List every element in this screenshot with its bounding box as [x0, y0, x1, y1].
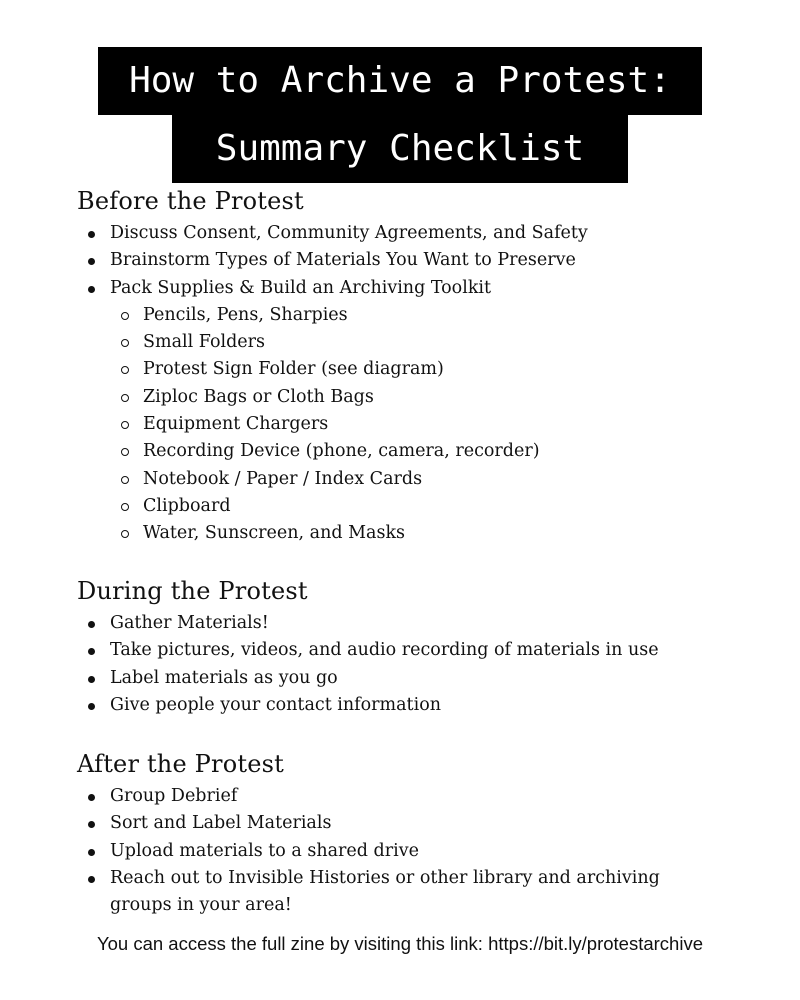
list-item-text: Give people your contact information — [110, 694, 441, 715]
bullet-icon — [88, 849, 95, 856]
after-list — [77, 783, 777, 919]
page-title-line-2: Summary Checklist — [172, 115, 628, 183]
hollow-bullet-icon — [121, 503, 129, 511]
list-item — [77, 783, 777, 810]
hollow-bullet-icon — [121, 366, 129, 374]
toolkit-item — [77, 493, 777, 520]
hollow-bullet-icon — [121, 448, 129, 456]
bullet-icon — [88, 821, 95, 828]
hollow-bullet-icon — [121, 421, 129, 429]
before-list — [77, 220, 777, 302]
toolkit-item — [77, 356, 777, 383]
section-after — [77, 749, 777, 919]
list-item — [77, 865, 710, 920]
hollow-bullet-icon — [121, 394, 129, 402]
toolkit-item-text: Protest Sign Folder (see diagram) — [143, 359, 444, 380]
bullet-icon — [88, 794, 95, 801]
section-before — [77, 186, 777, 548]
toolkit-item — [77, 302, 777, 329]
bullet-icon — [88, 648, 95, 655]
toolkit-item-text: Recording Device (phone, camera, recorder) — [143, 441, 540, 462]
toolkit-item-text: Water, Sunscreen, and Masks — [143, 523, 406, 544]
list-item-text: Group Debrief — [110, 786, 238, 806]
toolkit-item-text: Small Folders — [143, 332, 265, 353]
bullet-icon — [88, 621, 95, 628]
list-item — [77, 665, 777, 692]
toolkit-item — [77, 384, 777, 411]
bullet-icon — [88, 258, 95, 265]
list-item — [77, 610, 777, 637]
bullet-icon — [88, 876, 95, 883]
section-heading-during: During the Protest — [77, 577, 308, 605]
bullet-icon — [88, 231, 95, 238]
toolkit-item-text: Clipboard — [143, 495, 231, 516]
hollow-bullet-icon — [121, 339, 129, 347]
list-item — [77, 637, 777, 664]
hollow-bullet-icon — [121, 312, 129, 320]
list-item — [77, 810, 777, 837]
toolkit-item-text: Equipment Chargers — [143, 414, 329, 435]
toolkit-item-text: Ziploc Bags or Cloth Bags — [143, 386, 374, 407]
list-item — [77, 838, 777, 865]
footer-link-note: You can access the full zine by visiting this link: https://bit.ly/protestarchive — [96, 933, 703, 954]
list-item-text: Gather Materials! — [110, 613, 269, 633]
list-item-text: Reach out to Invisible Histories or other library and archiving groups in your area! — [110, 867, 660, 916]
toolkit-item-text: Notebook / Paper / Index Cards — [143, 468, 423, 489]
title-banner — [0, 47, 800, 183]
list-item — [77, 220, 777, 247]
list-item — [77, 275, 777, 302]
section-during — [77, 576, 777, 719]
toolkit-item — [77, 438, 777, 465]
toolkit-item — [77, 466, 777, 493]
bullet-icon — [88, 286, 95, 293]
toolkit-item — [77, 411, 777, 438]
toolkit-item — [77, 329, 777, 356]
list-item-text: Upload materials to a shared drive — [110, 840, 419, 861]
toolkit-list — [77, 302, 777, 548]
hollow-bullet-icon — [121, 530, 129, 538]
list-item — [77, 692, 777, 719]
bullet-icon — [88, 703, 95, 710]
list-item-text: Pack Supplies & Build an Archiving Toolkit — [110, 277, 492, 298]
during-list — [77, 610, 777, 719]
list-item-text: Sort and Label Materials — [110, 813, 332, 834]
list-item-text: Discuss Consent, Community Agreements, and Safety — [110, 223, 588, 243]
toolkit-item — [77, 520, 777, 547]
hollow-bullet-icon — [121, 476, 129, 484]
list-item-text: Take pictures, videos, and audio recording of materials in use — [110, 640, 659, 661]
toolkit-item-text: Pencils, Pens, Sharpies — [143, 304, 348, 325]
list-item-text: Brainstorm Types of Materials You Want to Preserve — [110, 250, 576, 271]
section-heading-after: After the Protest — [77, 750, 284, 778]
bullet-icon — [88, 676, 95, 683]
list-item-text: Label materials as you go — [110, 667, 338, 688]
list-item — [77, 247, 777, 274]
page-title-line-1: How to Archive a Protest: — [98, 47, 702, 115]
section-heading-before: Before the Protest — [77, 187, 304, 215]
